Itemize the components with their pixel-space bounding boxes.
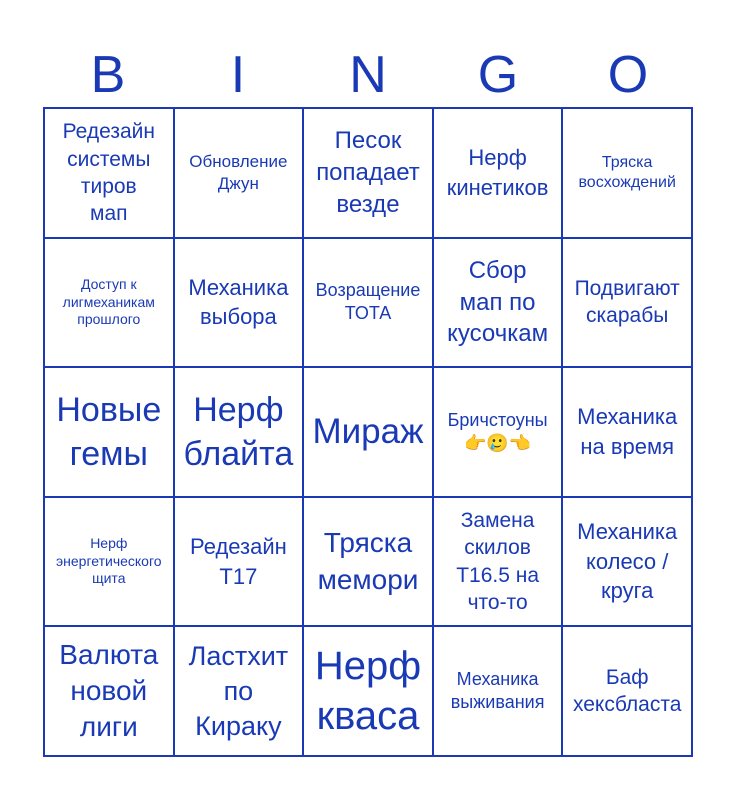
bingo-cell-r2-c2[interactable] [174,238,304,368]
bingo-cell-label: Механика выживания [450,668,545,713]
bingo-cell-label: Нерф блайта [183,390,294,473]
bingo-cell-label: Сбор мап по кусочкам [447,256,549,348]
bingo-cell-r1-c2[interactable] [174,108,304,238]
bingo-cell-r2-c5[interactable] [562,238,692,368]
header-letter-i: I [230,46,246,104]
bingo-cell-r2-c3[interactable] [303,238,433,368]
bingo-cell-label: Нерф кинетиков [446,145,549,200]
bingo-cell-label: Песок попадает везде [316,127,420,218]
bingo-cell-r5-c4[interactable] [433,626,563,756]
bingo-cell-label: Доступ к лигмеханикам прошлого [62,276,155,328]
bingo-cell-r3-c1[interactable] [44,367,174,497]
bingo-cell-label: Редезайн Т17 [189,533,287,589]
bingo-cell-label: Замена скилов Т16.5 на что-то [456,509,539,614]
bingo-cell-label: Механика колесо / круга [577,519,678,604]
bingo-cell-r3-c3[interactable] [303,367,433,497]
bingo-cell-label: Механика выбора [188,274,289,330]
bingo-cell-r5-c1[interactable] [44,626,174,756]
bingo-card-grid [43,107,693,757]
bingo-cell-r3-c2[interactable] [174,367,304,497]
bingo-cell-r4-c4[interactable] [433,497,563,627]
bingo-cell-r5-c3[interactable] [303,626,433,756]
header-letter-g: G [477,46,519,104]
bingo-cell-label: Бричстоуны 👉🥲👈 [447,409,548,453]
bingo-cell-label: Тряска восхождений [578,153,676,191]
bingo-cell-label: Редезайн системы тиров мап [62,120,155,226]
bingo-cell-r2-c1[interactable] [44,238,174,368]
bingo-cell-r5-c2[interactable] [174,626,304,756]
bingo-cell-label: Мираж [312,412,424,452]
bingo-cell-r4-c3[interactable] [303,497,433,627]
header-letter-b: B [90,46,126,104]
bingo-cell-r1-c4[interactable] [433,108,563,238]
bingo-cell-r4-c1[interactable] [44,497,174,627]
bingo-cell-r1-c5[interactable] [562,108,692,238]
header-letter-o: O [607,46,649,104]
bingo-cell-label: Обновление Джун [189,151,288,193]
bingo-cell-r1-c1[interactable] [44,108,174,238]
bingo-cell-label: Новые гемы [56,390,162,473]
bingo-header [43,44,693,106]
bingo-cell-r5-c5[interactable] [562,626,692,756]
bingo-cell-r3-c4[interactable] [433,367,563,497]
bingo-cell-label: Возращение ТОТА [315,280,421,324]
bingo-cell-label: Подвигают скарабы [574,277,680,328]
header-letter-n: N [349,46,387,104]
bingo-cell-r4-c5[interactable] [562,497,692,627]
bingo-cell-r1-c3[interactable] [303,108,433,238]
bingo-cell-label: Валюта новой лиги [59,638,159,743]
bingo-cell-label: Баф хексбласта [572,665,682,717]
bingo-cell-label: Нерф кваса [314,644,422,739]
bingo-cell-label: Механика на время [577,404,678,459]
bingo-cell-label: Нерф энергетического щита [56,535,162,587]
bingo-cell-r4-c2[interactable] [174,497,304,627]
bingo-cell-label: Ластхит по Кираку [188,640,289,741]
bingo-cell-r3-c5[interactable] [562,367,692,497]
bingo-cell-label: Тряска мемори [317,527,419,595]
bingo-cell-r2-c4[interactable] [433,238,563,368]
